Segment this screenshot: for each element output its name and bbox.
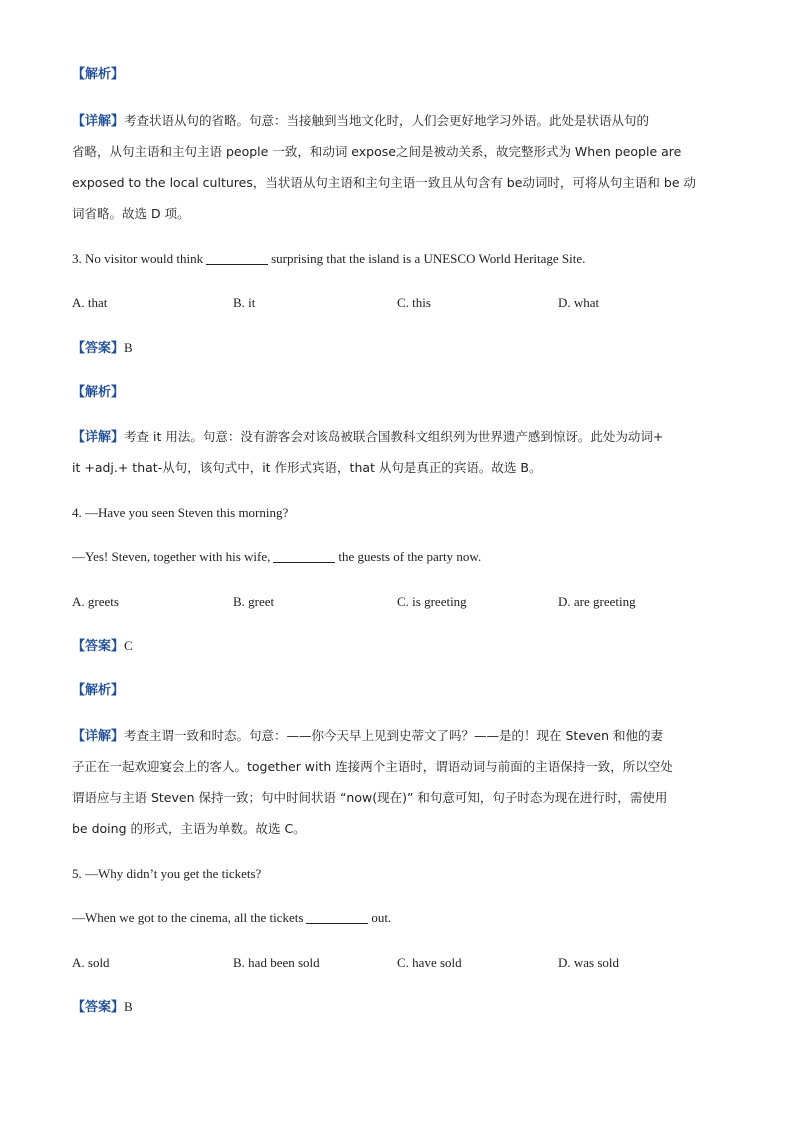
analysis-label: 【解析】 <box>72 683 125 698</box>
option-d: D. what <box>558 295 600 310</box>
detail-paragraph-line: 子正在一起欢迎宴会上的客人。together with 连接两个主语时，谓语动词与前面的主语保持一致，所以空处 <box>72 759 673 774</box>
option-a: A. greets <box>72 594 119 609</box>
detail-label: 【详解】 <box>72 114 125 129</box>
option-a: A. sold <box>72 955 110 970</box>
detail-paragraph-line: 【详解】考查 it 用法。句意：没有游客会对该岛被联合国教科文组织列为世界遗产感到惊讶。此处为动词+ <box>72 429 664 445</box>
option-a: A. that <box>72 295 108 310</box>
detail-paragraph-line: 省略，从句主语和主句主语 people 一致，和动词 expose之间是被动关系，故完整形式为 When people are <box>72 144 682 159</box>
detail-paragraph-line: 词省略。故选 D 项。 <box>72 206 190 221</box>
detail-paragraph-line: it +adj.+ that-从句，该句式中，it 作形式宾语，that 从句是真正的宾语。故选 B。 <box>72 460 542 475</box>
question-4-response: —Yes! Steven, together with his wife, the guests of the party now. <box>72 549 482 564</box>
detail-paragraph-line: be doing 的形式，主语为单数。故选 C。 <box>72 821 306 836</box>
question-4-stem: 4. —Have you seen Steven this morning? <box>72 505 289 520</box>
answer-value: B <box>124 999 133 1014</box>
option-c: C. is greeting <box>397 594 467 609</box>
question-5-response: —When we got to the cinema, all the tickets out. <box>72 910 392 925</box>
detail-paragraph-line: 【详解】考查状语从句的省略。句意：当接触到当地文化时，人们会更好地学习外语。此处是状语从句的 <box>72 113 650 129</box>
answer-blank <box>273 550 335 563</box>
option-b: B. it <box>233 295 256 310</box>
option-c: C. have sold <box>397 955 462 970</box>
detail-paragraph-line: 【详解】考查主谓一致和时态。句意：——你今天早上见到史蒂文了吗？——是的！现在 Steven 和他的妻 <box>72 728 664 744</box>
detail-label: 【详解】 <box>72 729 125 744</box>
option-b: B. greet <box>233 594 275 609</box>
answer-blank <box>206 252 268 265</box>
question-3-stem: 3. No visitor would think surprising that the island is a UNESCO World Heritage Site. <box>72 251 586 266</box>
answer-line <box>72 637 133 656</box>
analysis-label: 【解析】 <box>72 67 125 82</box>
answer-label: 【答案】 <box>72 1000 125 1015</box>
answer-label: 【答案】 <box>72 639 125 654</box>
question-5-stem: 5. —Why didn’t you get the tickets? <box>72 866 262 881</box>
analysis-label: 【解析】 <box>72 385 125 400</box>
answer-line <box>72 339 133 358</box>
answer-value: C <box>124 638 133 653</box>
option-b: B. had been sold <box>233 955 320 970</box>
option-c: C. this <box>397 295 431 310</box>
option-d: D. was sold <box>558 955 620 970</box>
option-d: D. are greeting <box>558 594 636 609</box>
detail-paragraph-line: 谓语应与主语 Steven 保持一致；句中时间状语 “now(现在)” 和句意可知，句子时态为现在进行时，需使用 <box>72 790 668 805</box>
detail-label: 【详解】 <box>72 430 125 445</box>
answer-label: 【答案】 <box>72 341 125 356</box>
detail-paragraph-line: exposed to the local cultures，当状语从句主语和主句主语一致且从句含有 be动词时，可将从句主语和 be 动 <box>72 175 697 190</box>
answer-value: B <box>124 340 133 355</box>
answer-line <box>72 998 133 1017</box>
answer-blank <box>306 911 368 924</box>
